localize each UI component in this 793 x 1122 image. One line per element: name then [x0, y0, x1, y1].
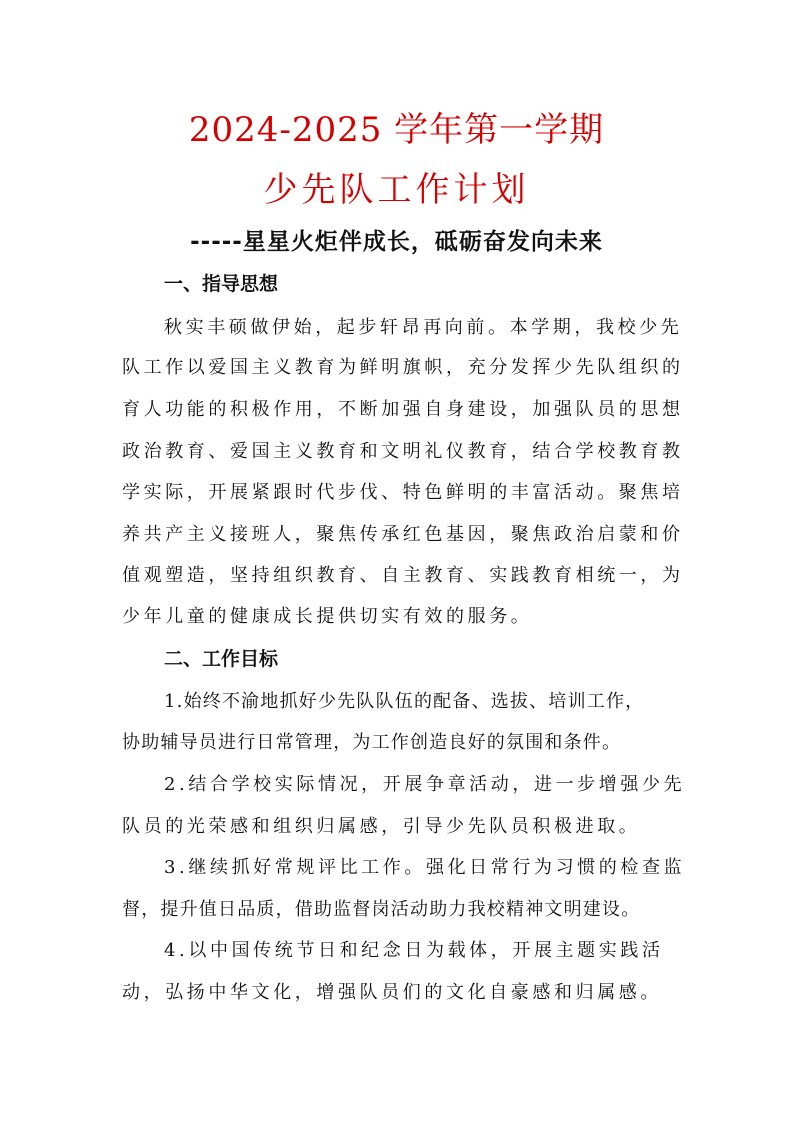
paragraph-line: 政治教育、爱国主义教育和文明礼仪教育，结合学校教育教	[122, 441, 684, 462]
section-heading-guiding-ideology: 一、指导思想	[164, 273, 279, 295]
paragraph-line: 队员的光荣感和组织归属感，引导少先队员积极进取。	[122, 816, 641, 837]
paragraph-line: 育人功能的积极作用，不断加强自身建设，加强队员的思想	[122, 399, 684, 420]
paragraph-line: 协助辅导员进行日常管理，为工作创造良好的氛围和条件。	[122, 732, 622, 753]
paragraph-line: 动，弘扬中华文化，增强队员们的文化自豪感和归属感。	[122, 982, 662, 1003]
section-heading-work-goals: 二、工作目标	[164, 648, 279, 670]
paragraph-line: 学实际，开展紧跟时代步伐、特色鲜明的丰富活动。聚焦培	[122, 482, 684, 503]
paragraph-line: 值观塑造，坚持组织教育、自主教育、实践教育相统一，为	[122, 565, 684, 586]
paragraph-line: 队工作以爱国主义教育为鲜明旗帜，充分发挥少先队组织的	[122, 357, 684, 378]
paragraph-line: 4.以中国传统节日和纪念日为载体，开展主题实践活	[164, 940, 664, 961]
paragraph-line: 督，提升值日品质，借助监督岗活动助力我校精神文明建设。	[122, 899, 641, 920]
paragraph-line: 少年儿童的健康成长提供切实有效的服务。	[122, 606, 533, 627]
paragraph-line: 养共产主义接班人，聚焦传承红色基因，聚焦政治启蒙和价	[122, 524, 684, 545]
paragraph-line: 3.继续抓好常规评比工作。强化日常行为习惯的检查监	[164, 857, 686, 878]
document-subtitle: -----星星火炬伴成长，砥砺奋发向未来	[190, 229, 603, 255]
paragraph-line: 1.始终不渝地抓好少先队队伍的配备、选拔、培训工作，	[164, 691, 645, 712]
paragraph-line: 2.结合学校实际情况，开展争章活动，进一步增强少先	[164, 774, 686, 795]
document-title-line-2: 少先队工作计划	[263, 170, 530, 210]
document-title-line-1: 2024-2025 学年第一学期	[188, 110, 605, 150]
paragraph-line: 秋实丰硕做伊始，起步轩昂再向前。本学期，我校少先	[164, 317, 683, 338]
